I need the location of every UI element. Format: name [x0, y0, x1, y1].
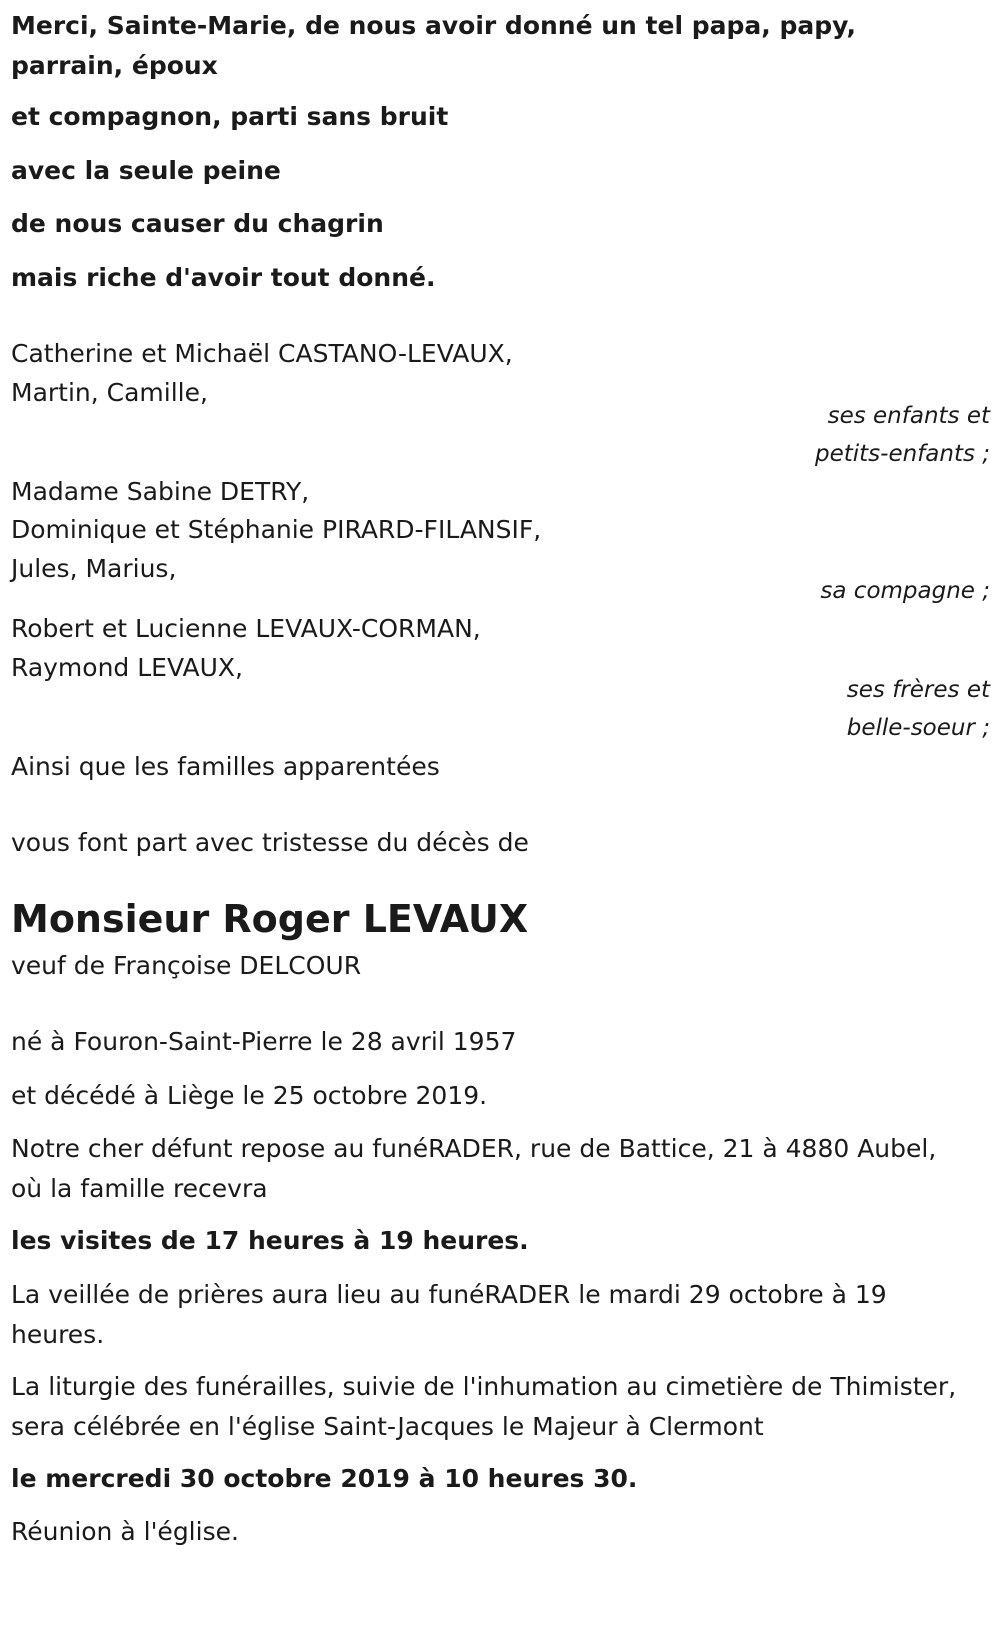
- relatives-line: Ainsi que les familles apparentées: [11, 752, 440, 781]
- companion-names-line: Madame Sabine DETRY,: [11, 477, 310, 506]
- rest-place-paragraph: Notre cher défunt repose au funéRADER, rue de Battice, 21 à 4880 Aubel, où la famille recevra: [11, 1134, 937, 1203]
- children-role-line: petits-enfants ;: [814, 441, 990, 467]
- liturgy-paragraph: La liturgie des funérailles, suivie de l'inhumation au cimetière de Thimister, sera célébrée en l'église Saint-Jacques le Majeur à Clermont: [11, 1372, 957, 1441]
- siblings-names-line: Robert et Lucienne LEVAUX-CORMAN,: [11, 614, 481, 643]
- poem-line-1: Merci, Sainte-Marie, de nous avoir donné un tel papa, papy, parrain, époux: [11, 11, 856, 80]
- siblings-role-line: ses frères et: [846, 677, 990, 703]
- poem-line-4: de nous causer du chagrin: [11, 209, 384, 238]
- announcement-line: vous font part avec tristesse du décès de: [11, 828, 529, 857]
- companion-names-line: Dominique et Stéphanie PIRARD-FILANSIF,: [11, 515, 542, 544]
- children-role-line: ses enfants et: [827, 403, 990, 429]
- poem-line-5: mais riche d'avoir tout donné.: [11, 263, 436, 292]
- children-names-line: Martin, Camille,: [11, 378, 208, 407]
- poem-line-2: et compagnon, parti sans bruit: [11, 102, 449, 131]
- visits-line: les visites de 17 heures à 19 heures.: [11, 1226, 529, 1255]
- companion-names-line: Jules, Marius,: [11, 554, 177, 583]
- deceased-name: Monsieur Roger LEVAUX: [11, 897, 529, 941]
- poem-line-3: avec la seule peine: [11, 156, 281, 185]
- liturgy-date-line: le mercredi 30 octobre 2019 à 10 heures 30.: [11, 1464, 638, 1493]
- children-names-line: Catherine et Michaël CASTANO-LEVAUX,: [11, 339, 513, 368]
- companion-role-line: sa compagne ;: [820, 578, 990, 604]
- vigil-paragraph: La veillée de prières aura lieu au funéRADER le mardi 29 octobre à 19 heures.: [11, 1280, 887, 1349]
- siblings-role-line: belle-soeur ;: [846, 715, 990, 741]
- gathering-line: Réunion à l'église.: [11, 1517, 239, 1546]
- siblings-names-line: Raymond LEVAUX,: [11, 653, 243, 682]
- birth-line: né à Fouron-Saint-Pierre le 28 avril 1957: [11, 1027, 517, 1056]
- death-line: et décédé à Liège le 25 octobre 2019.: [11, 1081, 488, 1110]
- widower-line: veuf de Françoise DELCOUR: [11, 951, 362, 980]
